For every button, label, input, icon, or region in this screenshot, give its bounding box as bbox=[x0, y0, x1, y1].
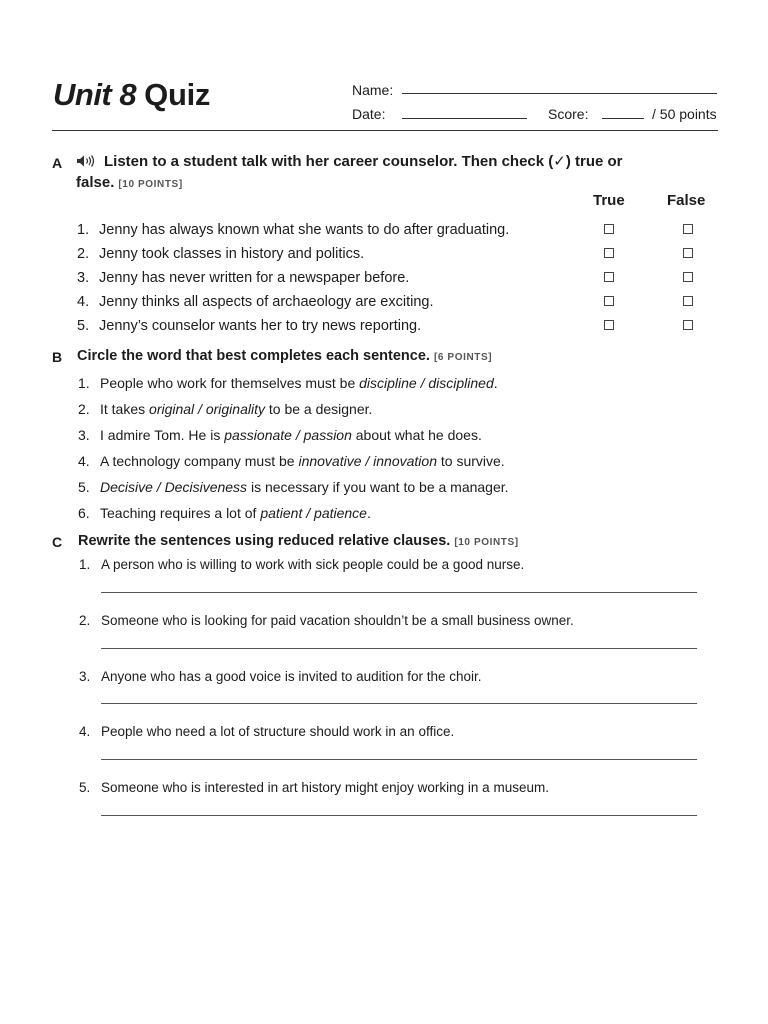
word-choice[interactable]: patient / patience bbox=[260, 505, 367, 521]
item-number: 4. bbox=[79, 724, 91, 739]
word-choice[interactable]: discipline / disciplined bbox=[359, 375, 494, 391]
word-choice[interactable]: innovative / innovation bbox=[298, 453, 437, 469]
answer-line-1[interactable] bbox=[101, 592, 697, 593]
audio-speaker-icon[interactable] bbox=[76, 154, 96, 174]
item-text-pre: People who work for themselves must be bbox=[100, 375, 360, 391]
false-checkbox-4[interactable] bbox=[683, 296, 693, 306]
false-checkbox-2[interactable] bbox=[683, 248, 693, 258]
section-c-instruction-text: Rewrite the sentences using reduced relative clauses. bbox=[78, 533, 451, 549]
list-item-c4 bbox=[79, 723, 454, 741]
item-text-post: is necessary if you want to be a manager. bbox=[247, 479, 509, 495]
item-text-post: . bbox=[493, 375, 498, 391]
item-text: Jenny has never written for a newspaper before. bbox=[99, 270, 410, 286]
list-item-b4 bbox=[78, 452, 505, 470]
name-label: Name: bbox=[352, 82, 394, 98]
section-b-instruction bbox=[77, 346, 492, 368]
name-field[interactable] bbox=[402, 93, 717, 94]
item-text: A person who is willing to work with sick people could be a good nurse. bbox=[101, 557, 525, 572]
score-field[interactable] bbox=[602, 118, 644, 119]
list-item-a4 bbox=[77, 293, 434, 311]
item-text-pre: A technology company must be bbox=[100, 453, 299, 469]
item-number: 5. bbox=[79, 780, 91, 795]
title-quiz: Quiz bbox=[144, 77, 211, 112]
answer-line-4[interactable] bbox=[101, 759, 697, 760]
section-c-letter: C bbox=[52, 534, 63, 550]
answer-line-2[interactable] bbox=[101, 648, 697, 649]
item-text-pre: It takes bbox=[100, 401, 150, 417]
section-b-points: [6 POINTS] bbox=[433, 352, 493, 363]
list-item-a5 bbox=[77, 317, 421, 335]
false-checkbox-3[interactable] bbox=[683, 272, 693, 282]
item-number: 5. bbox=[77, 318, 90, 334]
score-label: Score: bbox=[548, 106, 589, 122]
date-label: Date: bbox=[352, 106, 386, 122]
item-text-pre: I admire Tom. He is bbox=[100, 427, 225, 443]
list-item-a1 bbox=[77, 221, 509, 239]
section-a-instruction-text: Listen to a student talk with her career counselor. Then check (✓) true or bbox=[104, 153, 623, 170]
item-text: Anyone who has a good voice is invited to audition for the choir. bbox=[101, 669, 482, 684]
header-divider bbox=[52, 130, 718, 131]
section-c-instruction bbox=[78, 531, 519, 553]
word-choice[interactable]: Decisive / Decisiveness bbox=[100, 479, 248, 495]
word-choice[interactable]: original / originality bbox=[149, 401, 265, 417]
item-text: Someone who is interested in art history might enjoy working in a museum. bbox=[101, 780, 549, 795]
item-text: Jenny thinks all aspects of archaeology are exciting. bbox=[99, 294, 434, 310]
true-checkbox-5[interactable] bbox=[604, 320, 614, 330]
section-a-points: [10 POINTS] bbox=[118, 179, 183, 190]
item-number: 1. bbox=[78, 375, 90, 391]
item-number: 3. bbox=[79, 669, 91, 684]
item-text: Jenny has always known what she wants to do after graduating. bbox=[99, 222, 510, 238]
section-a-instruction-end: false. bbox=[76, 174, 115, 191]
item-number: 2. bbox=[77, 246, 90, 262]
item-number: 3. bbox=[77, 270, 90, 286]
list-item-b6 bbox=[78, 504, 371, 522]
item-text-post: to survive. bbox=[437, 453, 505, 469]
title-unit: Unit 8 bbox=[53, 77, 137, 112]
answer-line-3[interactable] bbox=[101, 703, 697, 704]
section-c-points: [10 POINTS] bbox=[454, 537, 519, 548]
list-item-c3 bbox=[79, 668, 482, 686]
item-number: 5. bbox=[78, 479, 90, 495]
section-b-letter: B bbox=[52, 349, 63, 365]
item-number: 1. bbox=[79, 557, 91, 572]
quiz-title bbox=[53, 76, 210, 114]
item-text-post: about what he does. bbox=[351, 427, 482, 443]
list-item-a2 bbox=[77, 245, 364, 263]
list-item-c2 bbox=[79, 612, 574, 630]
item-text: People who need a lot of structure should work in an office. bbox=[101, 724, 455, 739]
total-points: / 50 points bbox=[652, 106, 717, 122]
false-checkbox-1[interactable] bbox=[683, 224, 693, 234]
item-text-post: to be a designer. bbox=[264, 401, 373, 417]
section-b-instruction-text: Circle the word that best completes each sentence. bbox=[77, 348, 430, 364]
item-number: 2. bbox=[78, 401, 90, 417]
item-text: Jenny’s counselor wants her to try news reporting. bbox=[99, 318, 422, 334]
section-a-letter: A bbox=[52, 155, 63, 171]
item-number: 1. bbox=[77, 222, 90, 238]
date-field[interactable] bbox=[402, 118, 527, 119]
item-number: 4. bbox=[77, 294, 90, 310]
column-true-header: True bbox=[593, 192, 625, 209]
list-item-b5 bbox=[78, 478, 509, 496]
true-checkbox-1[interactable] bbox=[604, 224, 614, 234]
true-checkbox-3[interactable] bbox=[604, 272, 614, 282]
item-text: Someone who is looking for paid vacation shouldn’t be a small business owner. bbox=[101, 613, 574, 628]
list-item-b2 bbox=[78, 400, 372, 418]
true-checkbox-2[interactable] bbox=[604, 248, 614, 258]
item-number: 3. bbox=[78, 427, 90, 443]
false-checkbox-5[interactable] bbox=[683, 320, 693, 330]
answer-line-5[interactable] bbox=[101, 815, 697, 816]
column-false-header: False bbox=[667, 192, 706, 209]
item-number: 4. bbox=[78, 453, 90, 469]
item-text-post: . bbox=[366, 505, 371, 521]
word-choice[interactable]: passionate / passion bbox=[224, 427, 352, 443]
list-item-b3 bbox=[78, 426, 482, 444]
list-item-a3 bbox=[77, 269, 409, 287]
list-item-b1 bbox=[78, 374, 498, 392]
list-item-c5 bbox=[79, 779, 549, 797]
list-item-c1 bbox=[79, 556, 524, 574]
item-text-pre: Teaching requires a lot of bbox=[100, 505, 261, 521]
true-checkbox-4[interactable] bbox=[604, 296, 614, 306]
item-number: 6. bbox=[78, 505, 90, 521]
item-number: 2. bbox=[79, 613, 91, 628]
section-a-instruction-line1 bbox=[76, 152, 623, 174]
section-a-instruction-line2 bbox=[76, 173, 183, 195]
item-text: Jenny took classes in history and politics. bbox=[99, 246, 365, 262]
